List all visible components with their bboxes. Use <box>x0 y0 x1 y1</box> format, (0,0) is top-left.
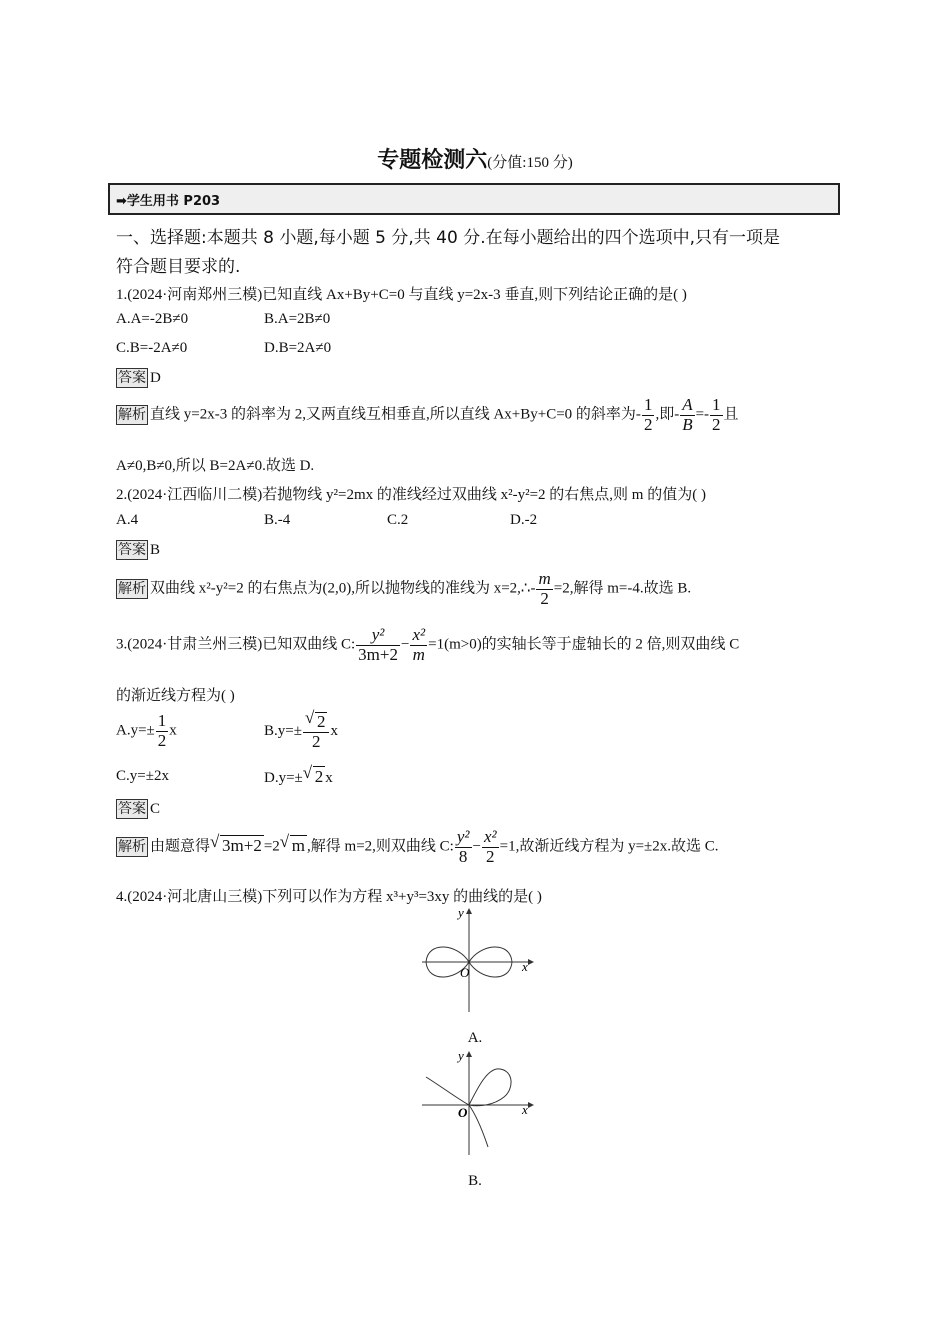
analysis-tag: 解析 <box>118 838 146 855</box>
fig-b-origin: O <box>458 1105 468 1120</box>
fig-a-origin: O <box>460 965 470 980</box>
title-score: (分值:150 分) <box>487 155 573 171</box>
q3-stem: 3.(2024·甘肃兰州三模)已知双曲线 C: $\frac{\text{y²}}{3m+2}$ − $\frac{\text{x²}}{m}$ =1(m>0)的实轴长等于虚轴长的 2 倍,则双曲线 C <box>116 625 740 664</box>
q1-fraction-half2: $\frac{1}{2}$ <box>712 395 721 434</box>
q2-analysis: 解析 双曲线 x²-y²=2 的右焦点为(2,0),所以抛物线的准线为 x=2,∴- $\frac{m}{2}$ =2,解得 m=-4.故选 B. <box>118 569 692 608</box>
q2-answer-value: B <box>150 542 161 558</box>
analysis-tag: 解析 <box>118 406 146 423</box>
q2-fraction-m2: $\frac{m}{2}$ <box>538 569 551 608</box>
q1-analysis-text: 直线 y=2x-3 的斜率为 2,又两直线互相垂直,所以直线 Ax+By+C=0 的斜率为- <box>150 406 641 423</box>
q1-option-b: B.A=2B≠0 <box>264 311 331 327</box>
q4-stem: 4.(2024·河北唐山三模)下列可以作为方程 x³+y³=3xy 的曲线的是( ) <box>116 889 542 905</box>
q2-option-b: B.-4 <box>264 512 291 528</box>
q1-option-c: C.B=-2A≠0 <box>116 340 188 356</box>
section-heading-line1: 一、选择题:本题共 8 小题,每小题 5 分,共 40 分.在每小题给出的四个选项中,只有一项是 <box>116 228 781 248</box>
fig-a-ylabel: y <box>458 905 464 920</box>
q4-figure-b-label: B. <box>468 1173 482 1189</box>
q3-option-b: B.y=± √ $\frac{2}{2}$ x <box>264 712 338 751</box>
q3-answer <box>116 799 160 819</box>
q3-fraction-x: $\frac{\text{x²}}{m}$ <box>412 625 426 664</box>
fig-b-ylabel: y <box>458 1048 464 1063</box>
q3-analysis: 解析 由题意得√ 3m+2 =2√ m ,解得 m=2,则双曲线 C: $\frac{\text{y²}}{8}$ − $\frac{\text{x²}}{2}$ =1,故渐近线方程为 y=±2x.故选 C. <box>116 828 719 866</box>
analysis-tag: 解析 <box>118 580 146 597</box>
fig-b-xlabel: x <box>522 1102 528 1117</box>
q3-option-c: C.y=±2x <box>116 768 169 784</box>
q4-figure-b <box>418 1047 538 1159</box>
answer-tag: 答案 <box>118 370 146 386</box>
q2-option-d: D.-2 <box>510 512 538 528</box>
q3-answer-value: C <box>150 801 161 817</box>
book-reference: ➡学生用书 P203 <box>116 194 221 209</box>
q2-analysis-text: 双曲线 x²-y²=2 的右焦点为(2,0),所以抛物线的准线为 x=2,∴- <box>150 580 536 597</box>
q2-option-c: C.2 <box>387 512 409 528</box>
page-title <box>0 143 950 174</box>
answer-tag: 答案 <box>118 801 146 817</box>
section-heading-line2: 符合题目要求的. <box>116 257 241 277</box>
q1-option-d: D.B=2A≠0 <box>264 340 332 356</box>
q1-fraction-half: $\frac{1}{2}$ <box>643 395 653 434</box>
answer-tag: 答案 <box>118 542 146 558</box>
q1-analysis-line2: A≠0,B≠0,所以 B=2A≠0.故选 D. <box>116 458 315 474</box>
book-reference-bar <box>108 183 840 215</box>
q1-answer <box>116 368 161 388</box>
q1-option-a: A.A=-2B≠0 <box>116 311 189 327</box>
q3-option-d: D.y=±√ 2 x <box>264 766 333 787</box>
q3-option-a: A.y=± $\frac{1}{2}$ x <box>116 711 177 750</box>
fig-a-xlabel: x <box>522 959 528 974</box>
q1-answer-value: D <box>150 370 161 386</box>
q2-option-a: A.4 <box>116 512 139 528</box>
q1-analysis: 解析 直线 y=2x-3 的斜率为 2,又两直线互相垂直,所以直线 Ax+By+C=0 的斜率为- $\frac{1}{2}$ ,即- $\frac{A}{B}$ =- $\frac{1}{2}$ 且 <box>118 395 739 434</box>
q1-fraction-ab: $\frac{A}{B}$ <box>682 395 693 434</box>
title-main: 专题检测六 <box>377 148 488 173</box>
q4-figure-a-label: A. <box>467 1030 483 1046</box>
q1-stem: 1.(2024·河南郑州三模)已知直线 Ax+By+C=0 与直线 y=2x-3 垂直,则下列结论正确的是( ) <box>116 287 687 303</box>
q4-figure-a <box>418 904 538 1016</box>
q3-fraction-y: $\frac{\text{y²}}{3m+2}$ <box>358 625 398 664</box>
q3-stem-line2: 的渐近线方程为( ) <box>116 688 235 704</box>
q2-stem: 2.(2024·江西临川二模)若抛物线 y²=2mx 的准线经过双曲线 x²-y²=2 的右焦点,则 m 的值为( ) <box>116 487 706 503</box>
q2-answer <box>116 540 160 560</box>
